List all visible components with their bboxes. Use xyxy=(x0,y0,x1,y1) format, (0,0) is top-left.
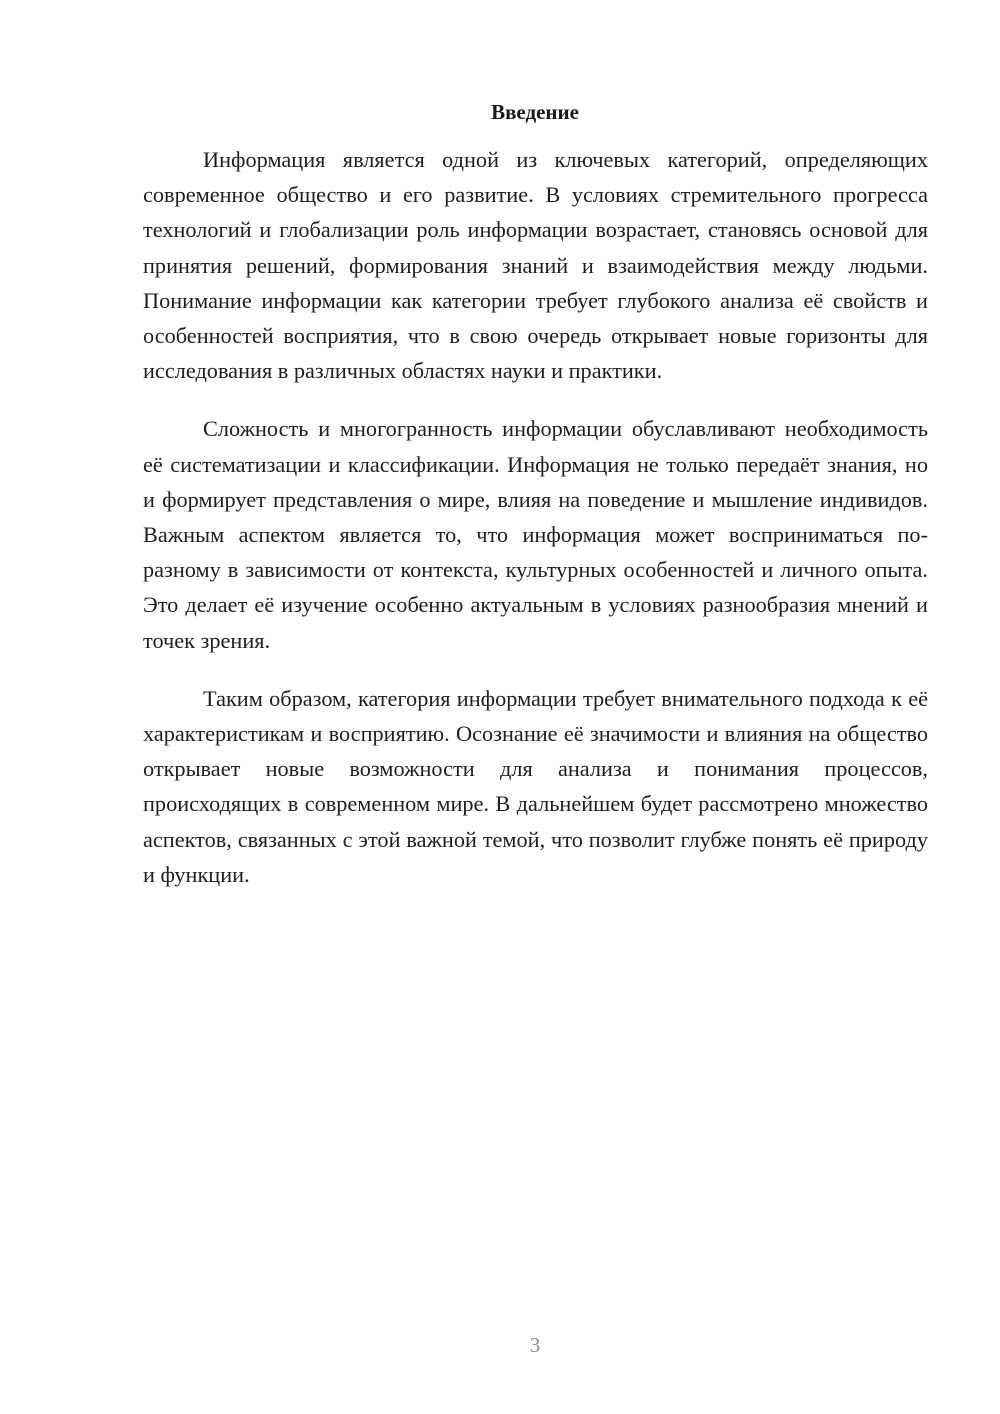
section-heading: Введение xyxy=(491,100,579,124)
paragraph-1: Информация является одной из ключевых категорий, определяющих современное общество и его развитие. В условиях стремительного прогресса технологий и глобализации роль информации возрастает, становясь основой для принятия решений, формирования знаний и взаимодействия между людьми. Понимание информации как категории требует глубокого анализа её свойств и особенностей восприятия, что в свою очередь открывает новые горизонты для исследования в различных областях науки и практики. xyxy=(143,147,928,384)
paragraph-3: Таким образом, категория информации требует внимательного подхода к её характеристикам и восприятию. Осознание её значимости и влияния на общество открывает новые возможности для анализа и понимания процессов, происходящих в современном мире. В дальнейшем будет рассмотрено множество аспектов, связанных с этой важной темой, что позволит глубже понять её природу и функции. xyxy=(143,685,928,887)
body-text xyxy=(143,142,928,915)
page-number: 3 xyxy=(529,1333,541,1357)
paragraph-2: Сложность и многогранность информации обуславливают необходимость её систематизации и классификации. Информация не только передаёт знания, но и формирует представления о мире, влияя на поведение и мышление индивидов. Важным аспектом является то, что информация может восприниматься по-разному в зависимости от контекста, культурных особенностей и личного опыта. Это делает её изучение особенно актуальным в условиях разнообразия мнений и точек зрения. xyxy=(143,416,928,653)
